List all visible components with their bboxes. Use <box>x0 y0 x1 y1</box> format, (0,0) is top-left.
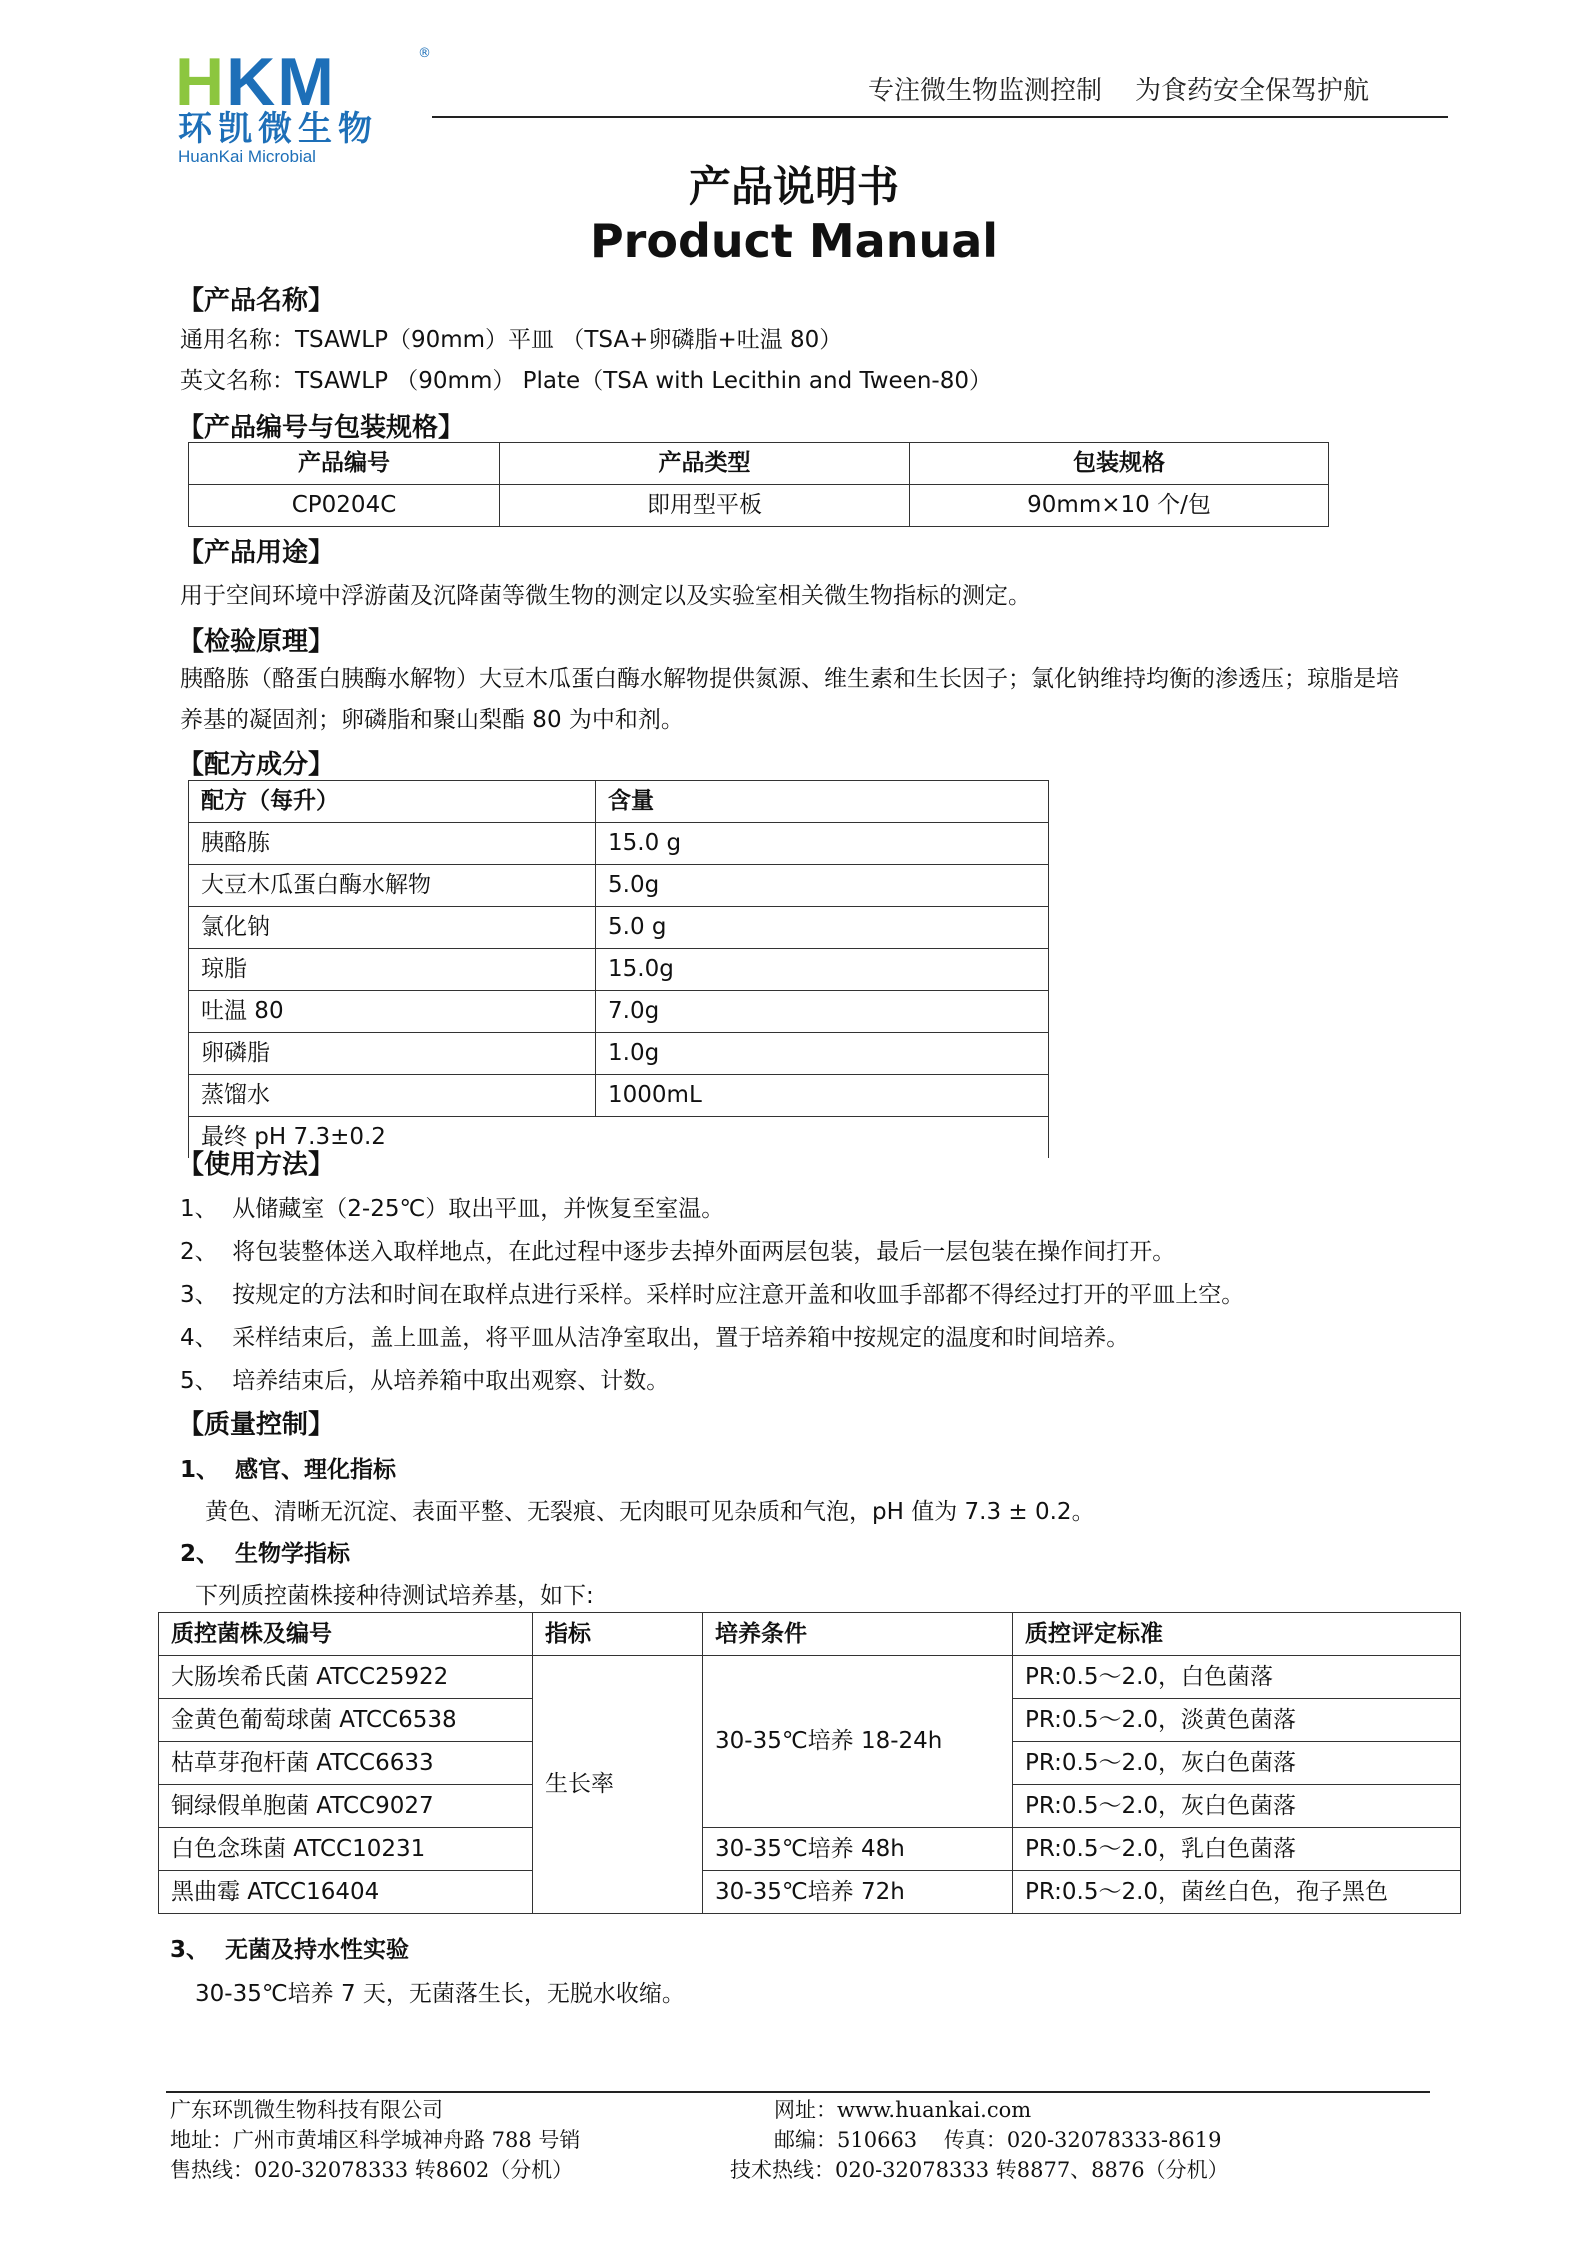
english-name: 英文名称：TSAWLP （90mm） Plate（TSA with Lecithin and Tween-80） <box>180 368 992 394</box>
qc-criteria: PR:0.5～2.0，淡黄色菌落 <box>1013 1699 1461 1742</box>
qc-indicator: 生长率 <box>533 1656 703 1914</box>
method-step: 4、 采样结束后，盖上皿盖，将平皿从洁净室取出，置于培养箱中按规定的温度和时间培养。 <box>180 1325 1130 1351</box>
ingredient-amount: 5.0g <box>596 865 1049 907</box>
usage-text: 用于空间环境中浮游菌及沉降菌等微生物的测定以及实验室相关微生物指标的测定。 <box>180 583 1031 609</box>
quality-sub1-title: 1、 感官、理化指标 <box>180 1457 397 1483</box>
common-name: 通用名称：TSAWLP（90mm）平皿 （TSA+卵磷脂+吐温 80） <box>180 327 843 353</box>
qc-header-criteria: 质控评定标准 <box>1013 1613 1461 1656</box>
footer-tech-hotline: 技术热线：020-32078333 转8877、8876（分机） <box>730 2158 1229 2182</box>
header-slogan: 专注微生物监测控制 为食药安全保驾护航 <box>868 76 1370 106</box>
qc-strain: 金黄色葡萄球菌 ATCC6538 <box>159 1699 533 1742</box>
section-heading-quality: 【质量控制】 <box>178 1410 335 1440</box>
footer-hotline: 售热线：020-32078333 转8602（分机） <box>170 2158 574 2182</box>
qc-criteria: PR:0.5～2.0，菌丝白色，孢子黑色 <box>1013 1871 1461 1914</box>
method-step: 3、 按规定的方法和时间在取样点进行采样。采样时应注意开盖和收皿手部都不得经过打开的平皿上空。 <box>180 1282 1245 1308</box>
method-step: 2、 将包装整体送入取样地点，在此过程中逐步去掉外面两层包装，最后一层包装在操作间打开。 <box>180 1239 1176 1265</box>
logo-chinese-name: 环凯微生物 <box>178 109 378 149</box>
ingredient-name: 蒸馏水 <box>189 1075 596 1117</box>
ingredient-amount: 7.0g <box>596 991 1049 1033</box>
ingredient-name: 琼脂 <box>189 949 596 991</box>
header-divider <box>432 116 1448 118</box>
ingredient-amount: 15.0 g <box>596 823 1049 865</box>
spec-code: CP0204C <box>189 485 500 527</box>
ingredient-amount: 1000mL <box>596 1075 1049 1117</box>
section-heading-formula: 【配方成分】 <box>178 750 335 780</box>
qc-criteria: PR:0.5～2.0，白色菌落 <box>1013 1656 1461 1699</box>
ingredient-name: 吐温 80 <box>189 991 596 1033</box>
ingredient-amount: 1.0g <box>596 1033 1049 1075</box>
footer-address: 地址：广州市黄埔区科学城神舟路 788 号销 <box>170 2128 581 2152</box>
spec-header-type: 产品类型 <box>500 443 910 485</box>
title-chinese: 产品说明书 <box>688 162 899 211</box>
registered-mark: ® <box>418 46 431 61</box>
footer-website: 网址：www.huankai.com <box>774 2098 1032 2122</box>
ingredient-name: 氯化钠 <box>189 907 596 949</box>
title-english: Product Manual <box>589 214 999 268</box>
quality-sub3-title: 3、 无菌及持水性实验 <box>170 1937 410 1963</box>
spec-table <box>188 442 1329 527</box>
qc-strain: 白色念珠菌 ATCC10231 <box>159 1828 533 1871</box>
quality-sub2-title: 2、 生物学指标 <box>180 1541 351 1567</box>
quality-sub2-intro: 下列质控菌株接种待测试培养基，如下: <box>195 1583 594 1609</box>
section-heading-method: 【使用方法】 <box>178 1150 335 1180</box>
method-step: 1、 从储藏室（2-25℃）取出平皿，并恢复至室温。 <box>180 1196 725 1222</box>
qc-strain: 枯草芽孢杆菌 ATCC6633 <box>159 1742 533 1785</box>
qc-header-condition: 培养条件 <box>703 1613 1013 1656</box>
ingredient-name: 卵磷脂 <box>189 1033 596 1075</box>
spec-header-package: 包装规格 <box>910 443 1329 485</box>
section-heading-product-name: 【产品名称】 <box>178 286 335 316</box>
method-step: 5、 培养结束后，从培养箱中取出观察、计数。 <box>180 1368 670 1394</box>
qc-header-indicator: 指标 <box>533 1613 703 1656</box>
logo-letter-k: K <box>226 44 278 120</box>
qc-strain: 黑曲霉 ATCC16404 <box>159 1871 533 1914</box>
qc-criteria: PR:0.5～2.0，灰白色菌落 <box>1013 1785 1461 1828</box>
ingredient-amount: 15.0g <box>596 949 1049 991</box>
logo-english-name: HuanKai Microbial <box>178 147 316 166</box>
section-heading-spec: 【产品编号与包装规格】 <box>178 413 465 443</box>
final-ph: 最终 pH 7.3±0.2 <box>189 1117 1049 1159</box>
formula-header-amount: 含量 <box>596 781 1049 823</box>
qc-strain: 大肠埃希氏菌 ATCC25922 <box>159 1656 533 1699</box>
quality-sub1-text: 黄色、清晰无沉淀、表面平整、无裂痕、无肉眼可见杂质和气泡，pH 值为 7.3 ± 0.2。 <box>205 1499 1095 1525</box>
section-heading-usage: 【产品用途】 <box>178 538 335 568</box>
section-heading-principle: 【检验原理】 <box>178 627 335 657</box>
quality-sub3-text: 30-35℃培养 7 天，无菌落生长，无脱水收缩。 <box>195 1981 685 2007</box>
footer-company: 广东环凯微生物科技有限公司 <box>170 2098 443 2122</box>
qc-header-strain: 质控菌株及编号 <box>159 1613 533 1656</box>
formula-table <box>188 780 1049 1158</box>
quality-control-table <box>158 1612 1461 1914</box>
footer-divider <box>166 2091 1430 2093</box>
qc-criteria: PR:0.5～2.0，乳白色菌落 <box>1013 1828 1461 1871</box>
qc-condition: 30-35℃培养 18-24h <box>703 1656 1013 1828</box>
logo-letter-h: H <box>175 44 227 120</box>
formula-header-ingredient: 配方（每升） <box>189 781 596 823</box>
principle-line-2: 养基的凝固剂；卵磷脂和聚山梨酯 80 为中和剂。 <box>180 707 684 733</box>
ingredient-name: 胰酪胨 <box>189 823 596 865</box>
spec-type: 即用型平板 <box>500 485 910 527</box>
ingredient-name: 大豆木瓜蛋白酶水解物 <box>189 865 596 907</box>
qc-strain: 铜绿假单胞菌 ATCC9027 <box>159 1785 533 1828</box>
footer-postcode-fax: 邮编：510663 传真：020-32078333-8619 <box>774 2128 1222 2152</box>
spec-header-code: 产品编号 <box>189 443 500 485</box>
qc-condition: 30-35℃培养 48h <box>703 1828 1013 1871</box>
spec-package: 90mm×10 个/包 <box>910 485 1329 527</box>
logo-letter-m: M <box>277 44 336 120</box>
qc-condition: 30-35℃培养 72h <box>703 1871 1013 1914</box>
principle-line-1: 胰酪胨（酪蛋白胰酶水解物）大豆木瓜蛋白酶水解物提供氮源、维生素和生长因子；氯化钠维持均衡的渗透压；琼脂是培 <box>180 666 1399 692</box>
qc-criteria: PR:0.5～2.0，灰白色菌落 <box>1013 1742 1461 1785</box>
logo <box>175 44 336 120</box>
ingredient-amount: 5.0 g <box>596 907 1049 949</box>
